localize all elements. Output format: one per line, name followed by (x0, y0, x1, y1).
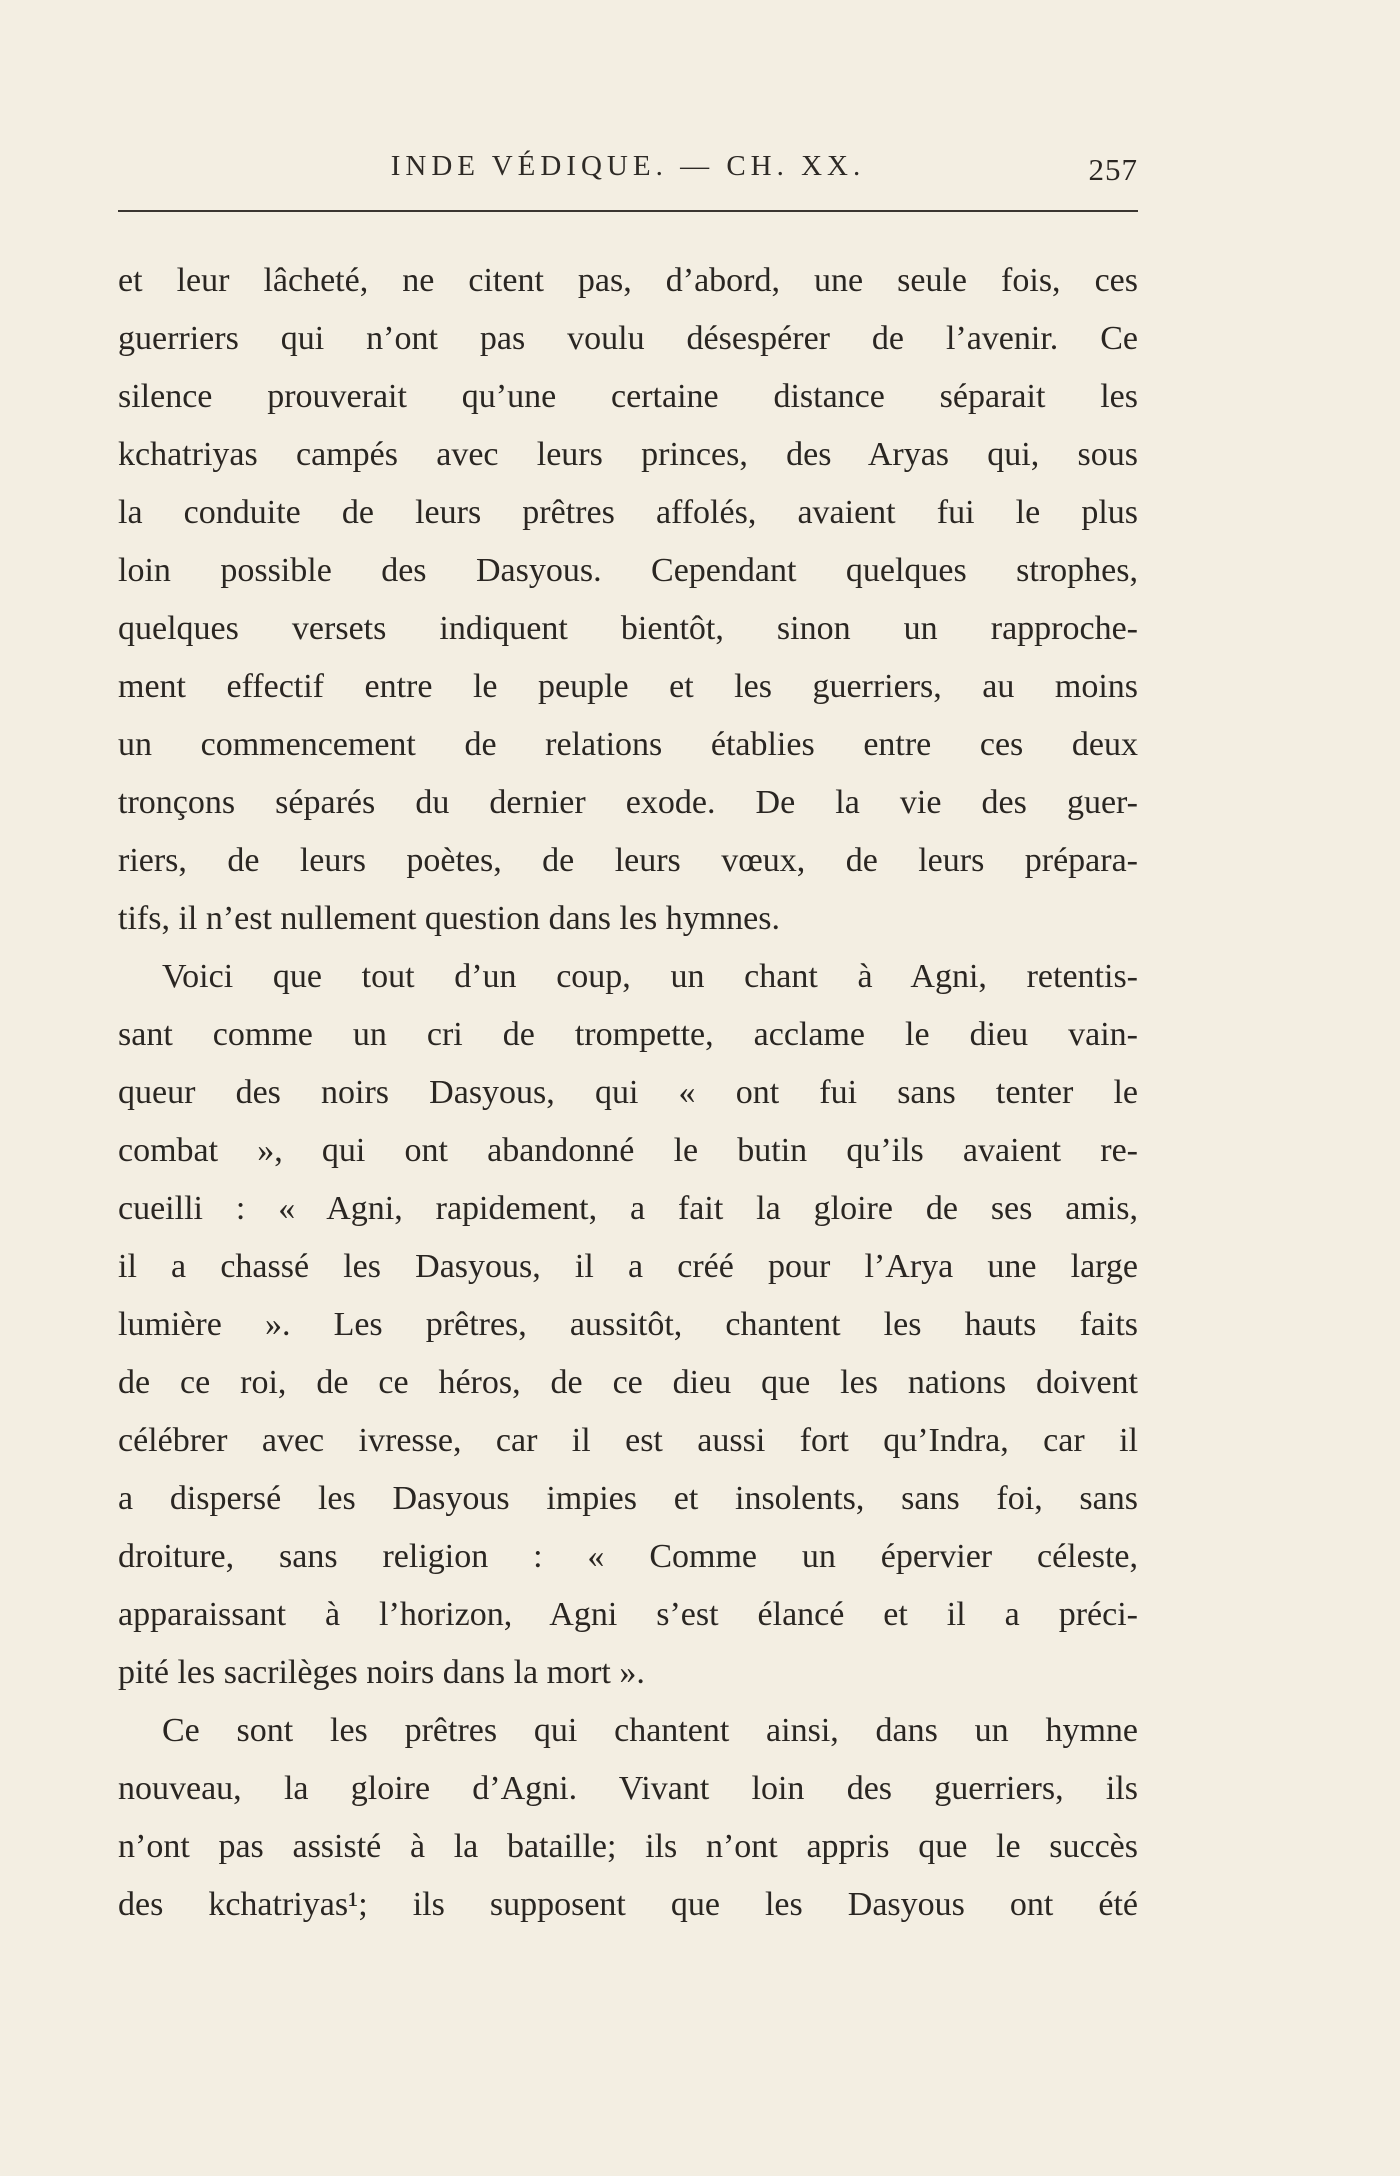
text-line: guerriers qui n’ont pas voulu désespérer de l’avenir. Ce (118, 320, 1138, 357)
header-rule (118, 210, 1138, 212)
text-line: un commencement de relations établies entre ces deux (118, 726, 1138, 763)
page-number: 257 (1088, 152, 1138, 187)
text-line: a dispersé les Dasyous impies et insolents, sans foi, sans (118, 1480, 1138, 1517)
text-line: des kchatriyas¹; ils supposent que les Dasyous ont été (118, 1886, 1138, 1923)
text-line: n’ont pas assisté à la bataille; ils n’ont appris que le succès (118, 1828, 1138, 1865)
text-line: quelques versets indiquent bientôt, sinon un rapproche- (118, 610, 1138, 647)
text-line: queur des noirs Dasyous, qui « ont fui sans tenter le (118, 1074, 1138, 1111)
text-line: cueilli : « Agni, rapidement, a fait la gloire de ses amis, (118, 1190, 1138, 1227)
text-line: nouveau, la gloire d’Agni. Vivant loin des guerriers, ils (118, 1770, 1138, 1807)
text-line: ment effectif entre le peuple et les guerriers, au moins (118, 668, 1138, 705)
text-line: loin possible des Dasyous. Cependant quelques strophes, (118, 552, 1138, 589)
text-line: la conduite de leurs prêtres affolés, avaient fui le plus (118, 494, 1138, 531)
body-text (118, 252, 1138, 1934)
text-line: lumière ». Les prêtres, aussitôt, chantent les hauts faits (118, 1306, 1138, 1343)
text-line: il a chassé les Dasyous, il a créé pour l’Arya une large (118, 1248, 1138, 1285)
text-line: sant comme un cri de trompette, acclame le dieu vain- (118, 1016, 1138, 1053)
running-title: INDE VÉDIQUE. — CH. XX. (390, 150, 866, 182)
text-line: pité les sacrilèges noirs dans la mort ». (118, 1654, 645, 1691)
text-line: Voici que tout d’un coup, un chant à Agni, retentis- (162, 958, 1138, 995)
text-line: droiture, sans religion : « Comme un épervier céleste, (118, 1538, 1138, 1575)
text-line: silence prouverait qu’une certaine distance séparait les (118, 378, 1138, 415)
text-line: et leur lâcheté, ne citent pas, d’abord, une seule fois, ces (118, 262, 1138, 299)
paragraph-3 (118, 1702, 1138, 1934)
text-line: tronçons séparés du dernier exode. De la vie des guer- (118, 784, 1138, 821)
text-line: célébrer avec ivresse, car il est aussi fort qu’Indra, car il (118, 1422, 1138, 1459)
running-head (118, 150, 1138, 190)
text-line: apparaissant à l’horizon, Agni s’est élancé et il a préci- (118, 1596, 1138, 1633)
text-line: combat », qui ont abandonné le butin qu’ils avaient re- (118, 1132, 1138, 1169)
paragraph-2 (118, 948, 1138, 1702)
paragraph-1 (118, 252, 1138, 948)
text-line: tifs, il n’est nullement question dans les hymnes. (118, 900, 780, 937)
text-line: riers, de leurs poètes, de leurs vœux, de leurs prépara- (118, 842, 1138, 879)
text-line: de ce roi, de ce héros, de ce dieu que les nations doivent (118, 1364, 1138, 1401)
text-line: Ce sont les prêtres qui chantent ainsi, dans un hymne (162, 1712, 1138, 1749)
text-line: kchatriyas campés avec leurs princes, des Aryas qui, sous (118, 436, 1138, 473)
